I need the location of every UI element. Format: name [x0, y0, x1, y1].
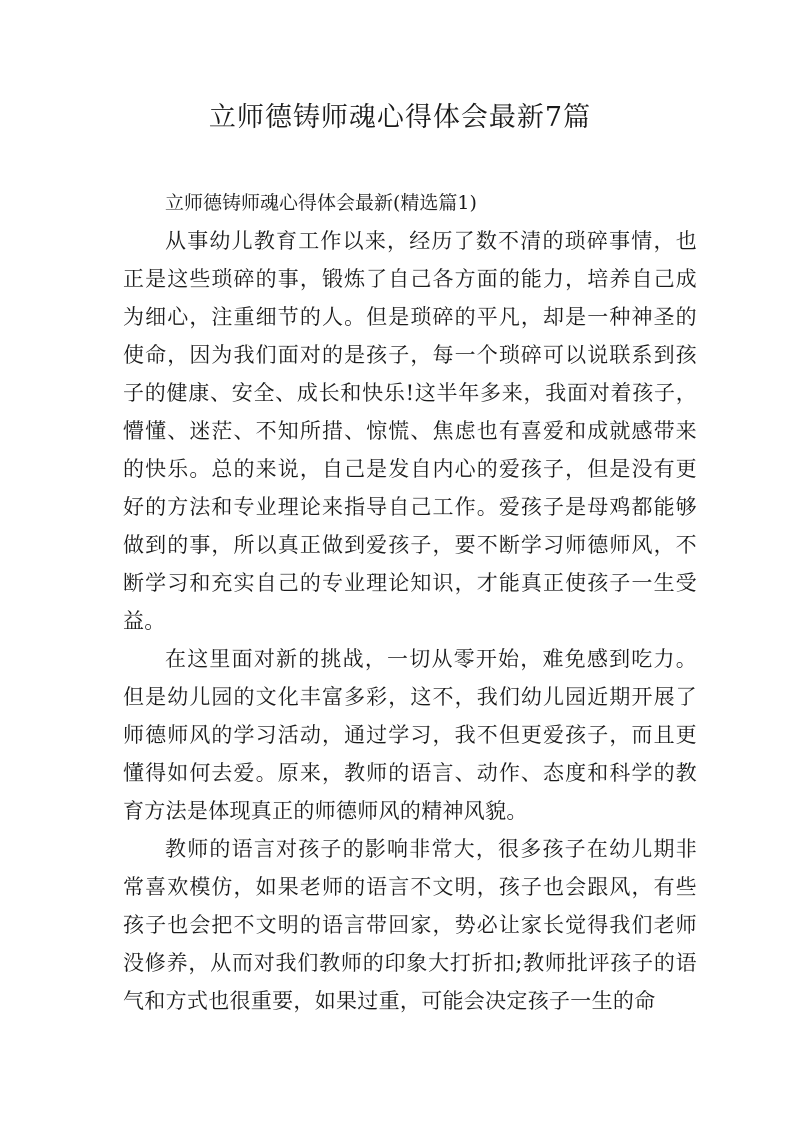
paragraph-3: 教师的语言对孩子的影响非常大，很多孩子在幼儿期非常喜欢模仿，如果老师的语言不文明，孩子也会跟风，有些孩子也会把不文明的语言带回家，势必让家长觉得我们老师没修养，从而对我们教师的印象大打折扣;教师批评孩子的语气和方式也很重要，如果过重，可能会决定孩子一生的命 [123, 837, 697, 1013]
paragraph-2: 在这里面对新的挑战，一切从零开始，难免感到吃力。但是幼儿园的文化丰富多彩，这不，我们幼儿园近期开展了师德师风的学习活动，通过学习，我不但更爱孩子，而且更懂得如何去爱。原来，教师的语言、动作、态度和科学的教育方法是体现真正的师德师风的精神风貌。 [123, 647, 697, 823]
document-body [123, 184, 697, 1020]
paragraph-1: 从事幼儿教育工作以来，经历了数不清的琐碎事情，也正是这些琐碎的事，锻炼了自己各方面的能力，培养自己成为细心，注重细节的人。但是琐碎的平凡，却是一种神圣的使命，因为我们面对的是孩子，每一个琐碎可以说联系到孩子的健康、安全、成长和快乐!这半年多来，我面对着孩子，懵懂、迷茫、不知所措、惊慌、焦虑也有喜爱和成就感带来的快乐。总的来说，自己是发自内心的爱孩子，但是没有更好的方法和专业理论来指导自己工作。爱孩子是母鸡都能够做到的事，所以真正做到爱孩子，要不断学习师德师风，不断学习和充实自己的专业理论知识，才能真正使孩子一生受益。 [123, 229, 697, 633]
document-title: 立师德铸师魂心得体会最新7篇 [208, 102, 592, 133]
section-heading: 立师德铸师魂心得体会最新(精选篇1) [165, 192, 477, 214]
